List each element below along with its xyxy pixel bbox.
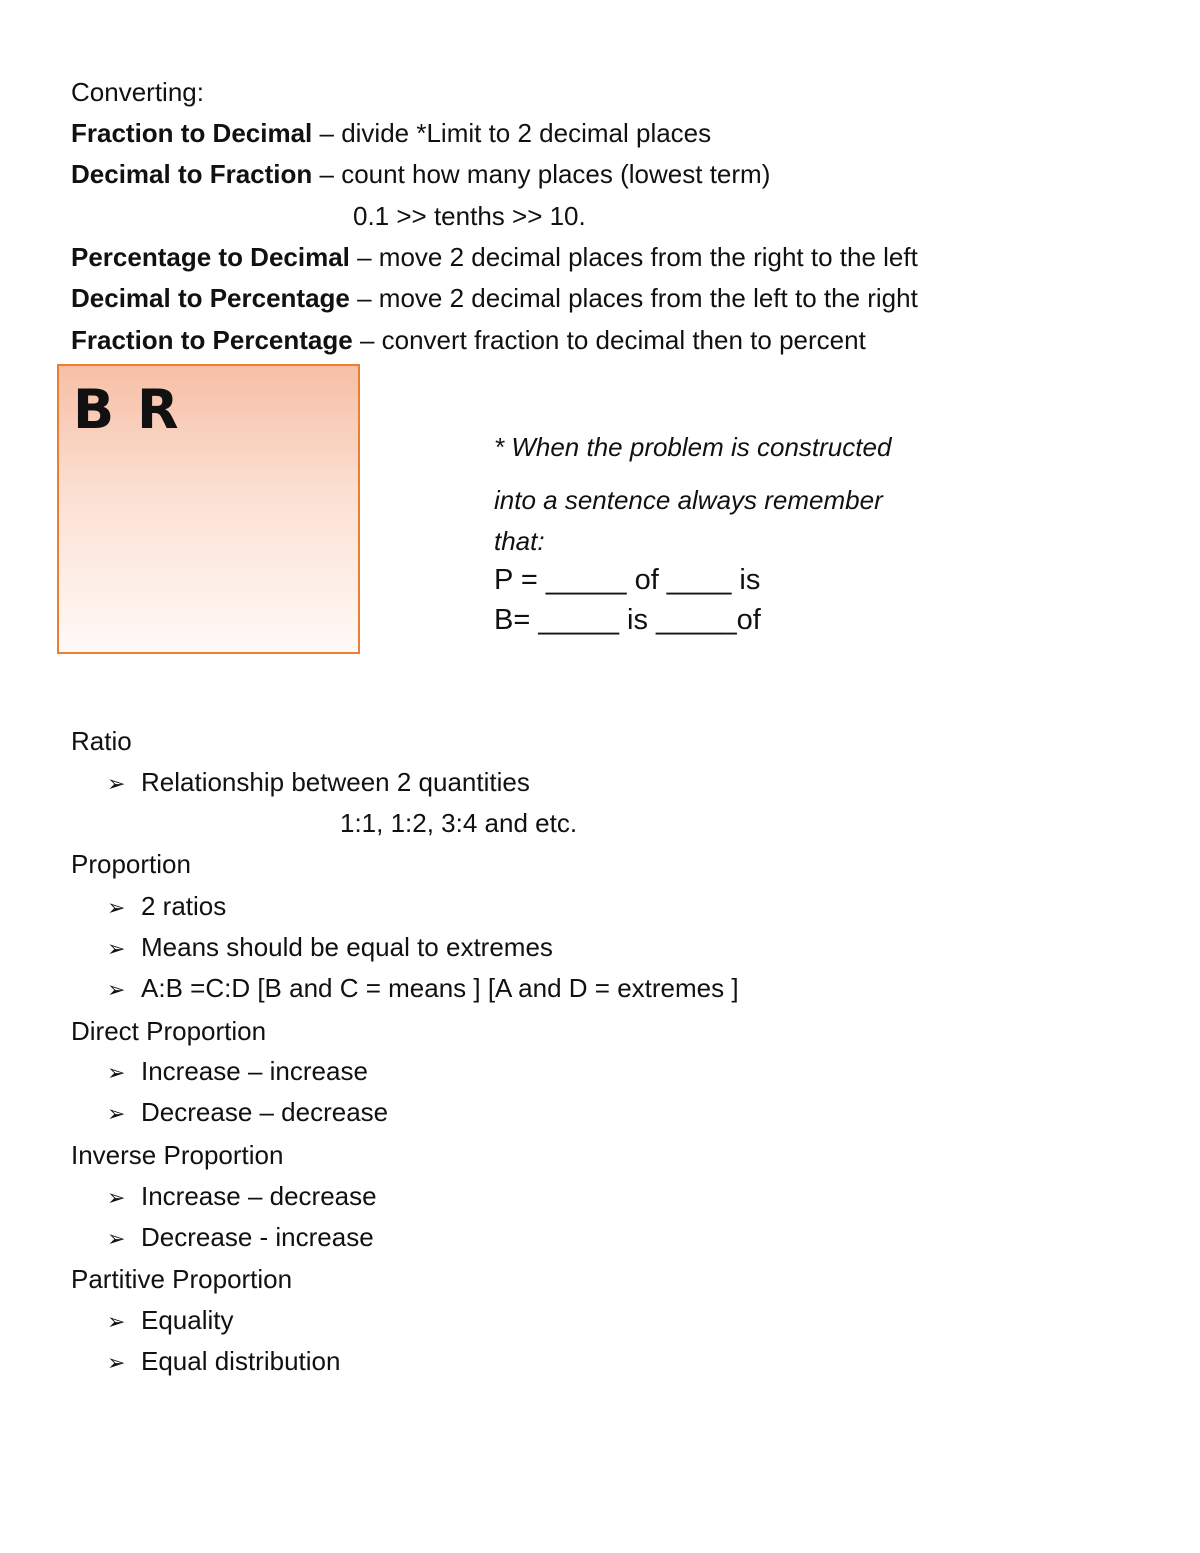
ratio-example: 1:1, 1:2, 3:4 and etc. [340,808,578,838]
note-line-2: into a sentence always remember [494,485,883,515]
list-item-text: Relationship between 2 quantities [141,767,530,797]
arrow-bullet-icon: ➢ [107,936,126,961]
formula-p: P = _____ of ____ is [494,564,761,596]
rule-term: Fraction to Percentage [71,325,353,355]
list-item [107,971,739,1007]
rule-percentage-to-decimal [71,240,918,274]
rule-term: Decimal to Percentage [71,283,350,313]
list-item [107,1054,368,1090]
section-title-direct-proportion: Direct Proportion [71,1016,267,1046]
rule-decimal-to-percentage [71,281,918,315]
rule-desc: – convert fraction to decimal then to percent [352,325,866,355]
section-title-proportion: Proportion [71,849,191,879]
rule-decimal-to-fraction [71,157,770,191]
list-item-text: Means should be equal to extremes [141,932,553,962]
arrow-bullet-icon: ➢ [107,1309,126,1334]
section-title-partitive-proportion: Partitive Proportion [71,1264,293,1294]
arrow-bullet-icon: ➢ [107,771,126,796]
rule-term: Decimal to Fraction [71,159,313,189]
list-item-text: A:B =C:D [B and C = means ] [A and D = extremes ] [141,973,739,1003]
converting-title: Converting: [71,77,204,107]
note-line-1: * When the problem is constructed [494,432,892,462]
list-item [107,930,553,966]
list-item [107,1179,377,1215]
list-item-text: Equality [141,1305,234,1335]
box-letters: B R [73,378,181,441]
list-item [107,1344,340,1380]
formula-b: B= _____ is _____of [494,604,761,636]
list-item-text: Decrease - increase [141,1222,374,1252]
rule-desc: – move 2 decimal places from the right to the left [349,242,918,272]
list-item-text: Equal distribution [141,1346,341,1376]
list-item-text: 2 ratios [141,891,227,921]
section-title-ratio: Ratio [71,726,132,756]
rule-desc: – count how many places (lowest term) [312,159,771,189]
note-line-3: that: [494,526,545,556]
section-title-inverse-proportion: Inverse Proportion [71,1140,284,1170]
rule-fraction-to-decimal [71,116,711,150]
arrow-bullet-icon: ➢ [107,1101,126,1126]
list-item [107,765,530,801]
pbr-box [57,364,360,654]
arrow-bullet-icon: ➢ [107,1226,126,1251]
arrow-bullet-icon: ➢ [107,895,126,920]
arrow-bullet-icon: ➢ [107,977,126,1002]
list-item [107,1220,374,1256]
rule-term: Percentage to Decimal [71,242,350,272]
arrow-bullet-icon: ➢ [107,1185,126,1210]
rule-term: Fraction to Decimal [71,118,313,148]
rule-example: 0.1 >> tenths >> 10. [353,201,586,231]
rule-desc: – move 2 decimal places from the left to the right [349,283,918,313]
list-item-text: Increase – increase [141,1056,368,1086]
list-item-text: Decrease – decrease [141,1097,389,1127]
rule-desc: – divide *Limit to 2 decimal places [312,118,712,148]
arrow-bullet-icon: ➢ [107,1350,126,1375]
arrow-bullet-icon: ➢ [107,1060,126,1085]
list-item-text: Increase – decrease [141,1181,377,1211]
list-item [107,1303,234,1339]
rule-fraction-to-percentage [71,323,866,357]
list-item [107,1095,388,1131]
list-item [107,889,226,925]
